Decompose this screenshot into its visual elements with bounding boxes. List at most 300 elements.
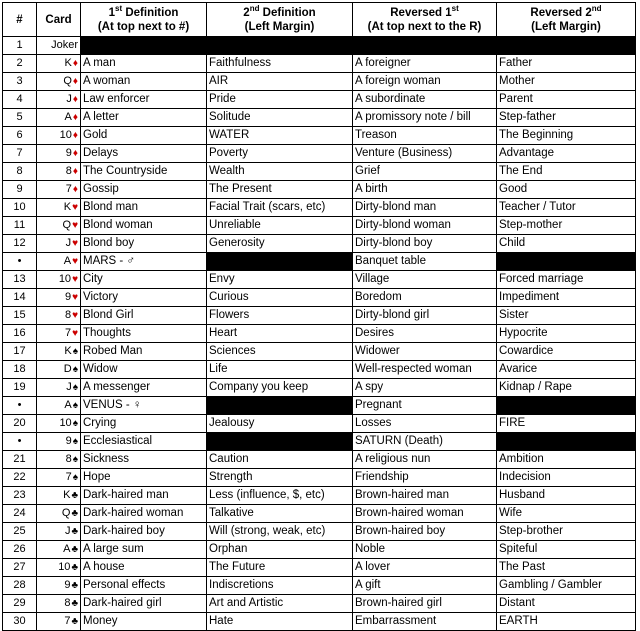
table-row	[3, 360, 636, 378]
reversed-first-cell: Treason	[353, 126, 497, 144]
card-rank: 9	[64, 290, 72, 303]
reversed-second-blackout	[497, 396, 636, 414]
reversed-first-cell: A promissory note / bill	[353, 108, 497, 126]
table-row	[3, 414, 636, 432]
diamond-suit-icon: ♦	[72, 57, 78, 69]
second-definition-cell: Poverty	[207, 144, 353, 162]
row-number: 25	[3, 522, 37, 540]
club-suit-icon: ♣	[71, 615, 78, 627]
card-rank: 7	[65, 470, 72, 483]
spade-suit-icon: ♠	[72, 399, 78, 411]
row-number: •	[3, 252, 37, 270]
table-row	[3, 37, 636, 55]
table-row	[3, 612, 636, 630]
reversed-second-blackout	[497, 37, 636, 55]
reversed-first-cell: Losses	[353, 414, 497, 432]
reversed-first-cell: Brown-haired girl	[353, 594, 497, 612]
card-cell	[37, 306, 81, 324]
card-cell	[37, 594, 81, 612]
heart-suit-icon: ♥	[72, 291, 78, 303]
card-cell	[37, 324, 81, 342]
row-number: 15	[3, 306, 37, 324]
reversed-second-cell: Step-brother	[497, 522, 636, 540]
card-rank: A	[63, 542, 71, 555]
row-number: 26	[3, 540, 37, 558]
card-rank: A	[64, 398, 72, 411]
second-definition-cell: Life	[207, 360, 353, 378]
card-rank: J	[64, 524, 71, 537]
card-rank: 10	[59, 128, 72, 141]
reversed-second-cell: Ambition	[497, 450, 636, 468]
heart-suit-icon: ♥	[72, 273, 78, 285]
table-row	[3, 558, 636, 576]
reversed-first-cell: Dirty-blond boy	[353, 234, 497, 252]
reversed-second-cell: Step-father	[497, 108, 636, 126]
second-definition-cell: Orphan	[207, 540, 353, 558]
row-number: 3	[3, 72, 37, 90]
reversed-first-cell: Dirty-blond woman	[353, 216, 497, 234]
second-definition-cell: Indiscretions	[207, 576, 353, 594]
row-number: 23	[3, 486, 37, 504]
row-number: 18	[3, 360, 37, 378]
reversed-first-cell: SATURN (Death)	[353, 432, 497, 450]
card-meanings-table	[2, 2, 636, 631]
diamond-suit-icon: ♦	[72, 183, 78, 195]
reversed-second-cell: Gambling / Gambler	[497, 576, 636, 594]
card-cell	[37, 342, 81, 360]
card-cell	[37, 486, 81, 504]
table-row	[3, 234, 636, 252]
table-row	[3, 486, 636, 504]
second-definition-cell: Solitude	[207, 108, 353, 126]
card-cell	[37, 450, 81, 468]
card-rank: K	[64, 344, 72, 357]
reversed-second-cell: Step-mother	[497, 216, 636, 234]
card-cell	[37, 162, 81, 180]
row-number: 10	[3, 198, 37, 216]
reversed-first-cell: A gift	[353, 576, 497, 594]
heart-suit-icon: ♥	[72, 255, 78, 267]
card-cell	[37, 612, 81, 630]
reversed-second-cell: Distant	[497, 594, 636, 612]
row-number: 24	[3, 504, 37, 522]
second-definition-cell: WATER	[207, 126, 353, 144]
first-definition-cell: VENUS - ♀	[81, 396, 207, 414]
card-cell	[37, 180, 81, 198]
first-definition-cell: Blond boy	[81, 234, 207, 252]
first-definition-cell: A house	[81, 558, 207, 576]
card-cell	[37, 108, 81, 126]
reversed-first-cell: A birth	[353, 180, 497, 198]
reversed-second-cell: Indecision	[497, 468, 636, 486]
second-definition-cell: Caution	[207, 450, 353, 468]
card-rank: 9	[65, 434, 72, 447]
reversed-first-cell: Noble	[353, 540, 497, 558]
card-cell	[37, 468, 81, 486]
card-rank: 8	[64, 308, 72, 321]
table-row	[3, 162, 636, 180]
reversed-first-cell: A spy	[353, 378, 497, 396]
table-row	[3, 342, 636, 360]
table-row	[3, 198, 636, 216]
first-definition-cell: Money	[81, 612, 207, 630]
reversed-second-cell: Sister	[497, 306, 636, 324]
club-suit-icon: ♣	[71, 597, 78, 609]
row-number: 16	[3, 324, 37, 342]
second-definition-cell: Facial Trait (scars, etc)	[207, 198, 353, 216]
diamond-suit-icon: ♦	[72, 147, 78, 159]
spade-suit-icon: ♠	[72, 453, 78, 465]
reversed-second-cell: Wife	[497, 504, 636, 522]
table-row	[3, 522, 636, 540]
spade-suit-icon: ♠	[72, 435, 78, 447]
first-definition-cell: Hope	[81, 468, 207, 486]
table-row	[3, 432, 636, 450]
first-definition-cell: A messenger	[81, 378, 207, 396]
card-cell	[37, 288, 81, 306]
card-rank: 9	[65, 146, 72, 159]
second-definition-blackout	[207, 37, 353, 55]
first-definition-cell: Sickness	[81, 450, 207, 468]
first-definition-cell: A man	[81, 54, 207, 72]
reversed-second-blackout	[497, 252, 636, 270]
reversed-second-cell: Forced marriage	[497, 270, 636, 288]
reversed-second-cell: Impediment	[497, 288, 636, 306]
first-definition-cell: The Countryside	[81, 162, 207, 180]
card-cell	[37, 522, 81, 540]
card-rank: 7	[65, 182, 72, 195]
reversed-first-cell: A religious nun	[353, 450, 497, 468]
first-definition-cell: A large sum	[81, 540, 207, 558]
second-definition-cell: Sciences	[207, 342, 353, 360]
card-rank: J	[66, 380, 72, 393]
first-definition-cell: MARS - ♂	[81, 252, 207, 270]
table-header	[3, 3, 636, 37]
diamond-suit-icon: ♦	[72, 129, 78, 141]
card-cell	[37, 558, 81, 576]
second-definition-cell: Faithfulness	[207, 54, 353, 72]
table-row	[3, 252, 636, 270]
table-row	[3, 576, 636, 594]
second-definition-cell: Heart	[207, 324, 353, 342]
reversed-first-cell: Banquet table	[353, 252, 497, 270]
table-row	[3, 594, 636, 612]
reversed-second-cell: Husband	[497, 486, 636, 504]
second-definition-cell: Less (influence, $, etc)	[207, 486, 353, 504]
card-rank: K	[63, 200, 72, 213]
table-row	[3, 270, 636, 288]
table-row	[3, 72, 636, 90]
second-definition-cell: Art and Artistic	[207, 594, 353, 612]
card-cell	[37, 414, 81, 432]
first-definition-cell: Thoughts	[81, 324, 207, 342]
table-row	[3, 378, 636, 396]
card-rank: K	[63, 488, 71, 501]
row-number: 8	[3, 162, 37, 180]
card-rank: 8	[64, 596, 71, 609]
reversed-first-cell: A foreigner	[353, 54, 497, 72]
row-number: 12	[3, 234, 37, 252]
card-cell	[37, 216, 81, 234]
reversed-first-cell: Dirty-blond man	[353, 198, 497, 216]
table-row	[3, 180, 636, 198]
second-definition-cell: The Future	[207, 558, 353, 576]
second-definition-cell: Wealth	[207, 162, 353, 180]
reversed-first-cell: Brown-haired woman	[353, 504, 497, 522]
row-number: 21	[3, 450, 37, 468]
second-definition-cell: Jealousy	[207, 414, 353, 432]
reversed-first-cell: Pregnant	[353, 396, 497, 414]
heart-suit-icon: ♥	[72, 309, 78, 321]
reversed-first-cell: Desires	[353, 324, 497, 342]
row-number: •	[3, 432, 37, 450]
card-rank: 9	[64, 578, 71, 591]
reversed-second-cell: Avarice	[497, 360, 636, 378]
card-cell	[37, 234, 81, 252]
first-definition-cell: Dark-haired woman	[81, 504, 207, 522]
first-definition-cell: A woman	[81, 72, 207, 90]
heart-suit-icon: ♥	[72, 237, 78, 249]
reversed-second-cell: Spiteful	[497, 540, 636, 558]
reversed-second-cell: Good	[497, 180, 636, 198]
reversed-second-cell: Kidnap / Rape	[497, 378, 636, 396]
second-definition-cell: The Present	[207, 180, 353, 198]
first-definition-blackout	[81, 37, 207, 55]
card-rank: Joker	[51, 39, 78, 52]
card-cell	[37, 540, 81, 558]
card-rank: Q	[61, 506, 71, 519]
first-definition-cell: Personal effects	[81, 576, 207, 594]
card-cell	[37, 37, 81, 55]
second-definition-cell: Curious	[207, 288, 353, 306]
card-cell	[37, 252, 81, 270]
reversed-first-cell: Grief	[353, 162, 497, 180]
reversed-first-cell: Friendship	[353, 468, 497, 486]
first-definition-cell: Gold	[81, 126, 207, 144]
card-cell	[37, 270, 81, 288]
card-rank: A	[63, 254, 72, 267]
second-definition-cell: Will (strong, weak, etc)	[207, 522, 353, 540]
row-number: 6	[3, 126, 37, 144]
reversed-second-cell: Cowardice	[497, 342, 636, 360]
header-num: #	[3, 3, 37, 37]
card-rank: 10	[58, 560, 71, 573]
table-row	[3, 324, 636, 342]
card-cell	[37, 90, 81, 108]
table-row	[3, 468, 636, 486]
row-number: 28	[3, 576, 37, 594]
row-number: 20	[3, 414, 37, 432]
card-cell	[37, 126, 81, 144]
row-number: 19	[3, 378, 37, 396]
reversed-second-cell: Parent	[497, 90, 636, 108]
reversed-second-blackout	[497, 432, 636, 450]
card-cell	[37, 396, 81, 414]
reversed-first-cell: Brown-haired boy	[353, 522, 497, 540]
row-number: 22	[3, 468, 37, 486]
header-second-definition: 2nd Definition (Left Margin)	[207, 3, 353, 37]
diamond-suit-icon: ♦	[72, 75, 78, 87]
first-definition-cell: A letter	[81, 108, 207, 126]
card-rank: D	[63, 362, 72, 375]
card-cell	[37, 360, 81, 378]
reversed-second-cell: Child	[497, 234, 636, 252]
table-row	[3, 90, 636, 108]
club-suit-icon: ♣	[71, 525, 78, 537]
second-definition-cell: Strength	[207, 468, 353, 486]
reversed-second-cell: The Past	[497, 558, 636, 576]
row-number: 1	[3, 37, 37, 55]
second-definition-cell: Unreliable	[207, 216, 353, 234]
row-number: 2	[3, 54, 37, 72]
card-cell	[37, 72, 81, 90]
row-number: 11	[3, 216, 37, 234]
reversed-first-cell: Venture (Business)	[353, 144, 497, 162]
second-definition-cell: Company you keep	[207, 378, 353, 396]
header-reversed-first: Reversed 1st (At top next to the R)	[353, 3, 497, 37]
card-rank: 10	[59, 416, 72, 429]
first-definition-cell: Robed Man	[81, 342, 207, 360]
reversed-second-cell: Hypocrite	[497, 324, 636, 342]
row-number: 30	[3, 612, 37, 630]
reversed-first-cell: Dirty-blond girl	[353, 306, 497, 324]
card-rank: A	[64, 110, 72, 123]
first-definition-cell: Victory	[81, 288, 207, 306]
card-cell	[37, 198, 81, 216]
first-definition-cell: Blond Girl	[81, 306, 207, 324]
first-definition-cell: Widow	[81, 360, 207, 378]
first-definition-cell: Delays	[81, 144, 207, 162]
card-cell	[37, 504, 81, 522]
table-row	[3, 396, 636, 414]
table-row	[3, 216, 636, 234]
card-cell	[37, 432, 81, 450]
card-cell	[37, 576, 81, 594]
card-rank: 7	[64, 614, 71, 627]
reversed-second-cell: The End	[497, 162, 636, 180]
first-definition-cell: City	[81, 270, 207, 288]
card-rank: J	[66, 92, 72, 105]
heart-suit-icon: ♥	[72, 219, 78, 231]
table-body	[3, 37, 636, 631]
row-number: 14	[3, 288, 37, 306]
row-number: 5	[3, 108, 37, 126]
table-row	[3, 54, 636, 72]
card-rank: 8	[65, 164, 72, 177]
card-rank: K	[64, 56, 72, 69]
table-row	[3, 450, 636, 468]
reversed-first-cell: Widower	[353, 342, 497, 360]
table-row	[3, 306, 636, 324]
second-definition-blackout	[207, 252, 353, 270]
card-cell	[37, 54, 81, 72]
header-reversed-second: Reversed 2nd (Left Margin)	[497, 3, 636, 37]
spade-suit-icon: ♠	[72, 471, 78, 483]
second-definition-cell: Hate	[207, 612, 353, 630]
row-number: 9	[3, 180, 37, 198]
reversed-second-cell: FIRE	[497, 414, 636, 432]
reversed-second-cell: Mother	[497, 72, 636, 90]
reversed-second-cell: Teacher / Tutor	[497, 198, 636, 216]
first-definition-cell: Crying	[81, 414, 207, 432]
second-definition-cell: AIR	[207, 72, 353, 90]
reversed-second-cell: Advantage	[497, 144, 636, 162]
second-definition-blackout	[207, 396, 353, 414]
reversed-first-cell: Village	[353, 270, 497, 288]
header-first-definition: 1st Definition (At top next to #)	[81, 3, 207, 37]
first-definition-cell: Dark-haired girl	[81, 594, 207, 612]
heart-suit-icon: ♥	[72, 327, 78, 339]
first-definition-cell: Dark-haired boy	[81, 522, 207, 540]
table-row	[3, 144, 636, 162]
row-number: 7	[3, 144, 37, 162]
row-number: 29	[3, 594, 37, 612]
first-definition-cell: Gossip	[81, 180, 207, 198]
card-cell	[37, 378, 81, 396]
reversed-first-cell: Brown-haired man	[353, 486, 497, 504]
second-definition-cell: Talkative	[207, 504, 353, 522]
table-row	[3, 288, 636, 306]
heart-suit-icon: ♥	[72, 201, 78, 213]
card-rank: Q	[62, 218, 72, 231]
reversed-first-cell: A lover	[353, 558, 497, 576]
row-number: 17	[3, 342, 37, 360]
spade-suit-icon: ♠	[72, 381, 78, 393]
first-definition-cell: Dark-haired man	[81, 486, 207, 504]
second-definition-blackout	[207, 432, 353, 450]
table-row	[3, 504, 636, 522]
row-number: 13	[3, 270, 37, 288]
reversed-first-cell: A subordinate	[353, 90, 497, 108]
reversed-first-cell: Boredom	[353, 288, 497, 306]
table-row	[3, 540, 636, 558]
spade-suit-icon: ♠	[72, 417, 78, 429]
card-rank: 7	[64, 326, 72, 339]
diamond-suit-icon: ♦	[72, 93, 78, 105]
card-rank: 8	[65, 452, 72, 465]
club-suit-icon: ♣	[71, 543, 78, 555]
table-row	[3, 126, 636, 144]
diamond-suit-icon: ♦	[72, 111, 78, 123]
reversed-first-cell: Embarrassment	[353, 612, 497, 630]
reversed-first-blackout	[353, 37, 497, 55]
row-number: 4	[3, 90, 37, 108]
reversed-first-cell: Well-respected woman	[353, 360, 497, 378]
reversed-second-cell: Father	[497, 54, 636, 72]
card-rank: J	[65, 236, 72, 249]
row-number: •	[3, 396, 37, 414]
club-suit-icon: ♣	[71, 489, 78, 501]
reversed-second-cell: EARTH	[497, 612, 636, 630]
diamond-suit-icon: ♦	[72, 165, 78, 177]
table-row	[3, 108, 636, 126]
second-definition-cell: Envy	[207, 270, 353, 288]
club-suit-icon: ♣	[71, 561, 78, 573]
spade-suit-icon: ♠	[72, 363, 78, 375]
second-definition-cell: Flowers	[207, 306, 353, 324]
spade-suit-icon: ♠	[72, 345, 78, 357]
club-suit-icon: ♣	[71, 507, 78, 519]
card-cell	[37, 144, 81, 162]
first-definition-cell: Blond man	[81, 198, 207, 216]
reversed-second-cell: The Beginning	[497, 126, 636, 144]
second-definition-cell: Pride	[207, 90, 353, 108]
first-definition-cell: Law enforcer	[81, 90, 207, 108]
second-definition-cell: Generosity	[207, 234, 353, 252]
row-number: 27	[3, 558, 37, 576]
first-definition-cell: Ecclesiastical	[81, 432, 207, 450]
club-suit-icon: ♣	[71, 579, 78, 591]
